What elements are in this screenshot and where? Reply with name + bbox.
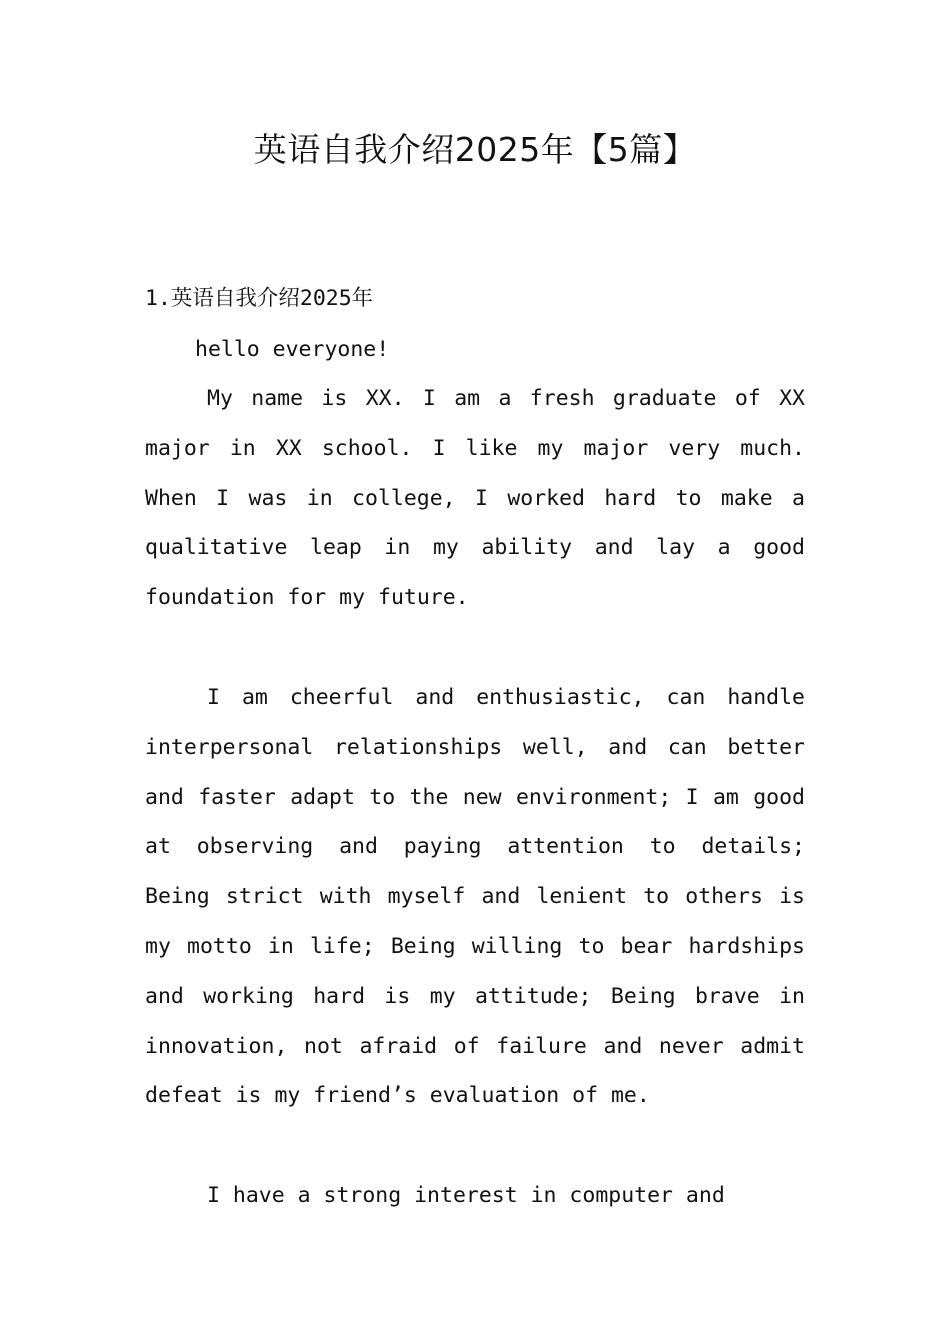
paragraph-2: I am cheerful and enthusiastic, can handle interpersonal relationships well, and can better and faster adapt to the new environment; I am good at observing and paying attention to details; Being strict with myself and lenient to others is my motto in life; Being willing to bear hardships and working hard is my attitude; Being brave in innovation, not afraid of failure and never admit defeat is my friend’s evaluation of me. xyxy=(145,685,805,1109)
greeting-line: hello everyone! xyxy=(195,337,390,362)
paragraph-1: My name is XX. I am a fresh graduate of XX major in XX school. I like my major very much. When I was in college, I worked hard to make a qualitative leap in my ability and lay a good foundation for my future. xyxy=(145,386,805,611)
document-title: 英语自我介绍2025年【5篇】 xyxy=(253,130,697,169)
section-heading: 1.英语自我介绍2025年 xyxy=(145,286,374,311)
paragraph-3: I have a strong interest in computer and xyxy=(207,1183,725,1208)
